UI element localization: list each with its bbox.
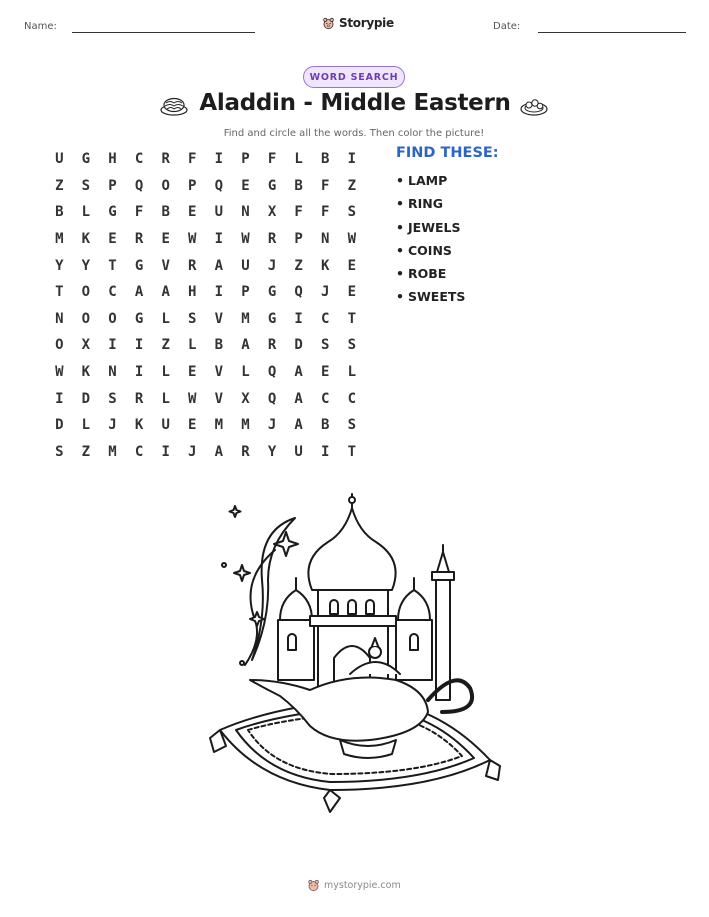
grid-letter[interactable]: L [294,151,303,168]
word-item: • ROBE [396,266,447,282]
grid-row [46,359,366,386]
instructions: Find and circle all the words. Then color the picture! [223,128,485,139]
grid-letter[interactable]: E [108,231,117,248]
grid-letter[interactable]: F [188,151,197,168]
grid-letter[interactable]: L [161,364,170,381]
grid-letter[interactable]: S [108,390,117,407]
grid-letter[interactable]: T [347,310,357,327]
grid-row [46,385,366,412]
grid-letter[interactable]: B [214,337,224,354]
grid-letter[interactable]: Q [267,364,277,381]
grid-letter[interactable]: P [241,151,250,168]
grid-letter[interactable]: K [81,364,91,381]
grid-letter[interactable]: L [188,337,197,354]
grid-row [46,306,366,333]
grid-letter[interactable]: B [321,151,330,168]
grid-letter[interactable]: U [241,257,250,274]
grid-letter[interactable]: G [267,177,277,194]
grid-letter[interactable]: C [134,151,144,168]
word-item: • LAMP [396,173,448,188]
grid-letter[interactable]: B [55,204,64,221]
grid-letter[interactable]: I [214,231,224,248]
grid-letter[interactable]: F [134,204,144,221]
grid-letter[interactable]: R [134,390,144,407]
grid-letter[interactable]: R [241,443,250,460]
grid-letter[interactable]: Q [267,390,277,407]
grid-letter[interactable]: K [321,257,330,274]
grid-letter[interactable]: I [161,443,170,460]
grid-letter[interactable]: D [81,390,91,407]
grid-letter[interactable]: J [188,443,197,460]
grid-letter[interactable]: I [214,151,224,168]
grid-letter[interactable]: V [214,390,224,407]
grid-letter[interactable]: N [55,310,64,327]
grid-letter[interactable]: L [161,310,170,327]
mascot-icon [307,879,320,892]
grid-letter[interactable]: C [108,284,117,301]
grid-row [46,199,366,226]
grid-letter[interactable]: A [294,364,303,381]
grid-letter[interactable]: S [81,177,91,194]
grid-letter[interactable]: L [241,364,250,381]
grid-letter[interactable]: G [134,310,144,327]
grid-letter[interactable]: V [214,310,224,327]
grid-letter[interactable]: O [55,337,64,354]
plate-of-coins-icon [520,95,548,117]
page-title: Aladdin - Middle Eastern [199,90,511,116]
grid-letter[interactable]: I [55,390,64,407]
grid-letter[interactable]: A [214,443,224,460]
word-list [396,172,465,312]
grid-letter[interactable]: I [214,284,224,301]
grid-letter[interactable]: Q [294,284,303,301]
word-search-badge: WORD SEARCH [303,66,405,88]
grid-letter[interactable]: P [108,177,117,194]
grid-letter[interactable]: K [81,231,91,248]
grid-letter[interactable]: N [321,231,330,248]
brand-name: Storypie [339,16,394,30]
grid-letter[interactable]: I [134,337,144,354]
grid-letter[interactable]: U [294,443,303,460]
grid-letter[interactable]: Z [294,257,303,274]
grid-letter[interactable]: T [347,443,357,460]
grid-letter[interactable]: E [188,204,197,221]
grid-letter[interactable]: Y [55,257,64,274]
grid-letter[interactable]: M [241,417,250,434]
footer [307,879,401,892]
grid-letter[interactable]: E [188,417,197,434]
grid-letter[interactable]: A [161,284,170,301]
grid-row [46,146,366,173]
grid-letter[interactable]: H [188,284,197,301]
grid-letter[interactable]: A [134,284,144,301]
brand-logo [322,13,394,33]
grid-letter[interactable]: H [108,151,117,168]
date-line[interactable] [538,32,686,33]
grid-letter[interactable]: P [188,177,197,194]
grid-letter[interactable]: O [81,310,91,327]
letter-grid [46,146,366,465]
grid-letter[interactable]: J [267,417,277,434]
grid-row [46,226,366,253]
find-these-heading: FIND THESE: [396,145,499,161]
grid-letter[interactable]: A [294,417,303,434]
grid-row [46,173,366,200]
grid-letter[interactable]: O [161,177,170,194]
grid-letter[interactable]: M [55,231,64,248]
grid-letter[interactable]: Q [214,177,224,194]
grid-letter[interactable]: Z [161,337,170,354]
grid-letter[interactable]: O [81,284,91,301]
grid-letter[interactable]: J [321,284,330,301]
word-item: • COINS [396,242,452,258]
grid-letter[interactable]: W [188,390,197,407]
grid-letter[interactable]: X [241,390,250,407]
grid-letter[interactable]: O [108,310,117,327]
grid-letter[interactable]: U [55,151,64,168]
grid-letter[interactable]: R [267,337,277,354]
grid-letter[interactable]: W [347,231,357,248]
grid-letter[interactable]: F [321,204,330,221]
grid-letter[interactable]: W [55,364,64,381]
date-label: Date: [493,21,521,32]
grid-letter[interactable]: I [134,364,144,381]
grid-letter[interactable]: I [347,151,357,168]
lamp-and-palace-illustration [200,490,510,820]
grid-letter[interactable]: E [241,177,250,194]
grid-letter[interactable]: W [241,231,250,248]
grid-letter[interactable]: G [267,284,277,301]
grid-letter[interactable]: J [108,417,117,434]
grid-letter[interactable]: B [161,204,170,221]
grid-letter[interactable]: T [108,257,117,274]
grid-letter[interactable]: A [214,257,224,274]
grid-letter[interactable]: B [321,417,330,434]
grid-letter[interactable]: M [241,310,250,327]
grid-row [46,412,366,439]
word-item: • JEWELS [396,219,461,235]
grid-letter[interactable]: E [161,231,170,248]
grid-letter[interactable]: A [241,337,250,354]
grid-letter[interactable]: D [55,417,64,434]
mascot-icon [322,17,335,30]
grid-letter[interactable]: L [347,364,357,381]
grid-letter[interactable]: E [347,257,357,274]
grid-letter[interactable]: C [347,390,357,407]
grid-letter[interactable]: E [321,364,330,381]
grid-letter[interactable]: E [188,364,197,381]
grid-letter[interactable]: V [161,257,170,274]
grid-letter[interactable]: Y [81,257,91,274]
grid-letter[interactable]: M [214,417,224,434]
grid-letter[interactable]: S [188,310,197,327]
grid-letter[interactable]: X [267,204,277,221]
grid-letter[interactable]: K [134,417,144,434]
grid-letter[interactable]: W [188,231,197,248]
grid-letter[interactable]: S [321,337,330,354]
grid-row [46,252,366,279]
grid-letter[interactable]: F [267,151,277,168]
name-line[interactable] [72,32,255,33]
grid-letter[interactable]: F [294,204,303,221]
word-item: • SWEETS [396,289,466,305]
grid-letter[interactable]: J [267,257,277,274]
grid-letter[interactable]: U [214,204,224,221]
grid-letter[interactable]: S [347,204,357,221]
grid-letter[interactable]: R [134,231,144,248]
grid-letter[interactable]: B [294,177,303,194]
grid-letter[interactable]: Z [347,177,357,194]
grid-letter[interactable]: L [161,390,170,407]
grid-letter[interactable]: R [267,231,277,248]
grid-row [46,332,366,359]
grid-letter[interactable]: P [294,231,303,248]
grid-letter[interactable]: F [321,177,330,194]
grid-letter[interactable]: U [161,417,170,434]
grid-letter[interactable]: P [241,284,250,301]
grid-letter[interactable]: I [294,310,303,327]
grid-letter[interactable]: I [321,443,330,460]
grid-letter[interactable]: R [188,257,197,274]
grid-letter[interactable]: G [134,257,144,274]
grid-letter[interactable]: Z [81,443,91,460]
grid-row [46,439,366,466]
grid-letter[interactable]: C [321,310,330,327]
grid-letter[interactable]: S [347,417,357,434]
grid-letter[interactable]: L [81,204,91,221]
grid-letter[interactable]: Y [267,443,277,460]
grid-letter[interactable]: G [267,310,277,327]
grid-letter[interactable]: N [108,364,117,381]
grid-letter[interactable]: X [81,337,91,354]
grid-letter[interactable]: M [108,443,117,460]
grid-letter[interactable]: S [347,337,357,354]
word-item: • RING [396,196,443,212]
footer-url[interactable]: mystorypie.com [324,880,401,891]
grid-letter[interactable]: G [108,204,117,221]
grid-letter[interactable]: L [81,417,91,434]
grid-letter[interactable]: S [55,443,64,460]
grid-letter[interactable]: Z [55,177,64,194]
grid-letter[interactable]: Q [134,177,144,194]
grid-row [46,279,366,306]
grid-letter[interactable]: C [134,443,144,460]
grid-letter[interactable]: N [241,204,250,221]
grid-letter[interactable]: G [81,151,91,168]
grid-letter[interactable]: I [108,337,117,354]
grid-letter[interactable]: A [294,390,303,407]
name-label: Name: [24,21,57,32]
grid-letter[interactable]: D [294,337,303,354]
grid-letter[interactable]: C [321,390,330,407]
grid-letter[interactable]: V [214,364,224,381]
grid-letter[interactable]: T [55,284,64,301]
grid-letter[interactable]: E [347,284,357,301]
grid-letter[interactable]: R [161,151,170,168]
